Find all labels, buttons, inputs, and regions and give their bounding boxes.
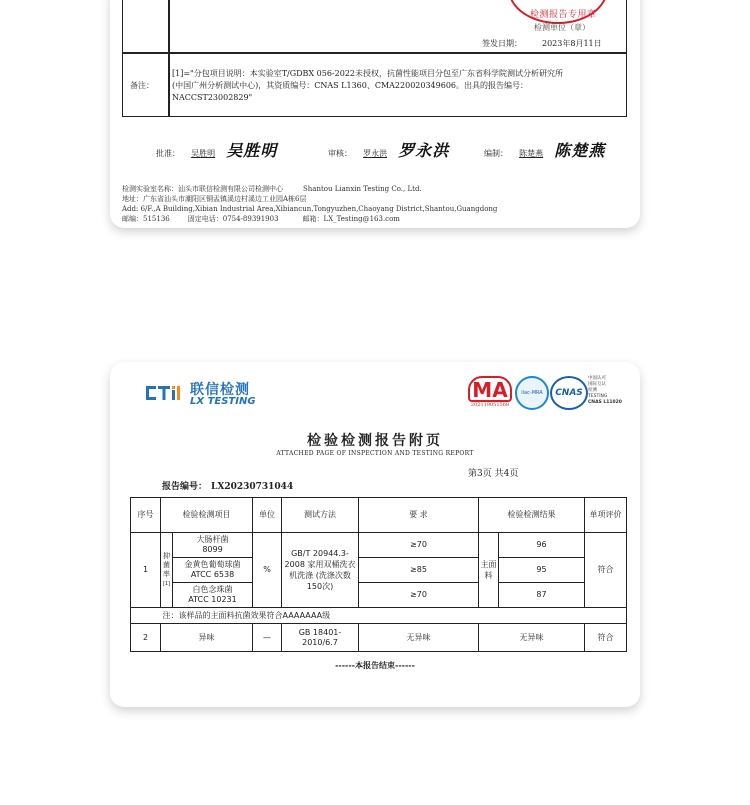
remark-line: (中国广州分析测试中心)，其资质编号：CNAS L1360、CMA220020349606。出具的报告编号：	[172, 81, 529, 90]
sub-result: 95	[499, 558, 585, 583]
page-title: 检验检测报告附页	[307, 433, 443, 449]
report-end-marker: ------本报告结束------	[335, 661, 415, 670]
role-label: 批准：	[156, 149, 180, 158]
row-unit: %	[253, 533, 282, 608]
report-number-label: 报告编号：	[162, 482, 208, 492]
sub-item-name: 金黄色葡萄球菌	[184, 560, 241, 569]
row-fabric: 主面料	[479, 533, 499, 608]
report-attached-page-card	[110, 362, 640, 707]
sub-item	[173, 533, 253, 558]
signature-approver	[156, 138, 277, 161]
footer-address-en: Add: 6/F.,A Building,Xibian Industrial Area,Xibiancun,Tongyuzhen,Chaoyang District,Shantou,Guangdong	[122, 205, 498, 213]
remark-label: 备注：	[130, 81, 154, 90]
sub-requirement: ≥70	[359, 583, 479, 608]
signature-reviewer	[328, 138, 449, 161]
header-method: 测试方法	[282, 498, 359, 533]
page-subtitle: ATTACHED PAGE OF INSPECTION AND TESTING REPORT	[276, 450, 474, 457]
sub-result: 96	[499, 533, 585, 558]
sub-result: 87	[499, 583, 585, 608]
remark-line: [1]="分包项目说明：本实验室T/GDBX 056-2022未授权，抗菌性能项目分包至广东省科学院测试分析研究所	[172, 69, 563, 78]
cma-number: 202119051568	[470, 402, 510, 408]
lab-footer	[122, 184, 497, 224]
row-requirement: 无异味	[359, 624, 479, 652]
header-item: 检验检测项目	[161, 498, 253, 533]
table-row	[131, 558, 627, 583]
cnas-note: 中国认可	[588, 376, 606, 381]
row-seq: 2	[131, 624, 161, 652]
signature-preparer	[484, 138, 605, 161]
cnas-note: 检测	[588, 388, 597, 393]
table-note: 注：该样品的主面料抗菌效果符合AAAAAAA级	[161, 608, 627, 624]
role-label: 审核：	[328, 149, 352, 158]
footer-email: 邮箱：LX_Testing@163.com	[302, 215, 400, 223]
table-divider	[168, 0, 170, 116]
printed-name: 罗永洪	[363, 149, 388, 158]
printed-name: 陈楚燕	[519, 149, 544, 158]
row-seq: 1	[131, 533, 161, 608]
cma-icon: MA	[468, 376, 512, 402]
group-note: [1]	[162, 580, 171, 587]
header-evaluation: 单项评价	[585, 498, 627, 533]
stamp-label: 检测报告专用章	[530, 10, 597, 20]
row-evaluation: 符合	[585, 624, 627, 652]
cnas-number: CNAS L11020	[588, 400, 622, 405]
header-unit: 单位	[253, 498, 282, 533]
sub-item-code: 8099	[202, 545, 223, 554]
sub-item-name: 大肠杆菌	[196, 535, 229, 544]
table-row	[131, 533, 627, 558]
header-seq: 序号	[131, 498, 161, 533]
cnas-note: TESTING	[588, 394, 608, 399]
table-row	[131, 583, 627, 608]
cnas-note: 国际互认	[588, 382, 606, 387]
table-note-row	[131, 608, 627, 624]
handwritten-signature: 罗永洪	[398, 141, 450, 160]
report-page-top-card	[110, 0, 640, 228]
footer-postcode: 邮编：515136	[122, 215, 170, 223]
logo-text-en: LX TESTING	[190, 396, 256, 407]
cnas-icon: CNAS	[550, 376, 588, 410]
sub-item-code: ATCC 10231	[188, 595, 237, 604]
issue-date-label: 签发日期：	[482, 39, 522, 48]
page-number: 第3页 共4页	[468, 469, 519, 479]
footer-lab-name-en: Shantou Lianxin Testing Co., Ltd.	[303, 185, 422, 193]
row-item: 异味	[161, 624, 253, 652]
row-method: GB 18401-2010/6.7	[282, 624, 359, 652]
report-number-value: LX20230731044	[211, 482, 294, 492]
row-evaluation: 符合	[585, 533, 627, 608]
table-row	[131, 624, 627, 652]
footer-tel: 固定电话：0754-89391903	[187, 215, 279, 223]
row-group	[161, 533, 173, 608]
cnas-caption	[588, 376, 622, 406]
table-header-row	[131, 498, 627, 533]
header-result: 检验检测结果	[479, 498, 585, 533]
issue-date: 2023年8月11日	[542, 39, 602, 48]
role-label: 编制：	[484, 149, 508, 158]
cma-mark	[468, 376, 512, 406]
printed-name: 吴胜明	[191, 149, 216, 158]
sub-item-name: 白色念珠菌	[192, 585, 233, 594]
ilac-mra-icon: ilac-MRA	[515, 376, 549, 410]
remark-line: NACCST23002829"	[172, 93, 253, 102]
results-table	[130, 497, 627, 652]
sub-requirement: ≥70	[359, 533, 479, 558]
logo-text-cn: 联信检测	[190, 382, 250, 398]
report-number	[162, 479, 293, 492]
sub-requirement: ≥85	[359, 558, 479, 583]
sub-item	[173, 583, 253, 608]
handwritten-signature: 吴胜明	[226, 141, 278, 160]
sub-item	[173, 558, 253, 583]
header-requirement: 要 求	[359, 498, 479, 533]
sub-item-code: ATCC 6538	[190, 570, 235, 579]
table-divider	[122, 52, 626, 54]
group-label: 抑菌率	[163, 551, 170, 578]
footer-lab-name-cn: 检测实验室名称：汕头市联信检测有限公司检测中心	[122, 185, 283, 193]
row-method: GB/T 20944.3-2008 家用双桶洗衣机洗涤 (洗涤次数150次)	[282, 533, 359, 608]
issuer-label: 检测单位（章）	[534, 23, 590, 32]
lx-logo-icon	[144, 382, 182, 404]
footer-address-cn: 地址：广东省汕头市潮阳区铜盂镇溪边村溪边工业园A栋6层	[122, 195, 307, 203]
row-unit: —	[253, 624, 282, 652]
row-result: 无异味	[479, 624, 585, 652]
handwritten-signature: 陈楚燕	[554, 141, 606, 160]
